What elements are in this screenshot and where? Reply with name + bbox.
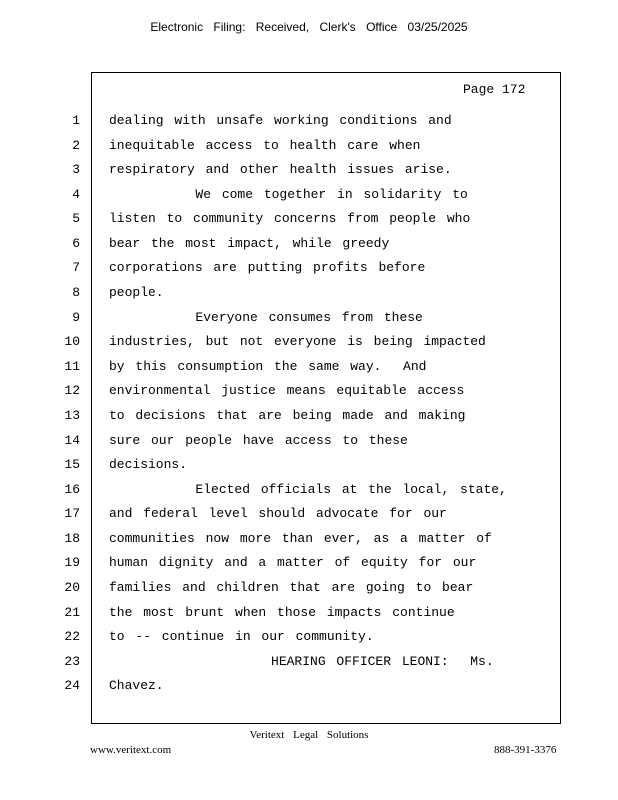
line-number: 23 (64, 654, 80, 669)
line-number: 21 (64, 605, 80, 620)
line-number: 4 (72, 187, 80, 202)
filing-stamp-header: Electronic Filing: Received, Clerk's Office 03/25/2025 (150, 20, 468, 34)
line-number: 22 (64, 629, 80, 644)
footer-website: www.veritext.com (90, 744, 172, 756)
line-number: 14 (64, 433, 80, 448)
line-text: inequitable access to health care when (109, 138, 421, 153)
line-number: 10 (64, 334, 80, 349)
transcript-line (0, 433, 618, 457)
line-number: 7 (72, 260, 80, 275)
line-text: dealing with unsafe working conditions and (109, 113, 452, 128)
line-text: Everyone consumes from these (109, 310, 423, 325)
line-text: the most brunt when those impacts continue (109, 605, 455, 620)
line-number: 16 (64, 482, 80, 497)
transcript-line (0, 359, 618, 383)
line-text: and federal level should advocate for our (109, 506, 447, 521)
transcript-line (0, 113, 618, 137)
transcript-line (0, 187, 618, 211)
transcript-line (0, 629, 618, 653)
line-text: industries, but not everyone is being impacted (109, 334, 486, 349)
line-text: bear the most impact, while greedy (109, 236, 390, 251)
line-number: 12 (64, 383, 80, 398)
line-text: human dignity and a matter of equity for our (109, 555, 477, 570)
line-text: communities now more than ever, as a matter of (109, 531, 492, 546)
line-text: environmental justice means equitable access (109, 383, 465, 398)
transcript-line (0, 531, 618, 555)
line-text: by this consumption the same way. And (109, 359, 427, 374)
transcript-line (0, 506, 618, 530)
line-number: 24 (64, 678, 80, 693)
footer-phone: 888-391-3376 (494, 744, 557, 756)
transcript-line (0, 260, 618, 284)
line-number: 9 (72, 310, 80, 325)
transcript-line (0, 555, 618, 579)
line-text: to decisions that are being made and making (109, 408, 466, 423)
line-number: 3 (72, 162, 80, 177)
line-text: corporations are putting profits before (109, 260, 426, 275)
line-number: 20 (64, 580, 80, 595)
line-number: 18 (64, 531, 80, 546)
line-text: listen to community concerns from people who (109, 211, 471, 226)
line-number: 2 (72, 138, 80, 153)
line-text: Elected officials at the local, state, (109, 482, 507, 497)
transcript-line (0, 383, 618, 407)
transcript-line (0, 654, 618, 678)
footer-company: Veritext Legal Solutions (249, 729, 369, 741)
line-text: We come together in solidarity to (109, 187, 468, 202)
transcript-line (0, 482, 618, 506)
line-text: HEARING OFFICER LEONI: Ms. (109, 654, 494, 669)
line-number: 15 (64, 457, 80, 472)
transcript-line (0, 678, 618, 702)
transcript-line (0, 310, 618, 334)
line-number: 5 (72, 211, 80, 226)
line-number: 19 (64, 555, 80, 570)
line-text: decisions. (109, 457, 188, 472)
line-number: 6 (72, 236, 80, 251)
line-number: 1 (72, 113, 80, 128)
line-text: to -- continue in our community. (109, 629, 374, 644)
transcript-line (0, 605, 618, 629)
transcript-line (0, 285, 618, 309)
line-text: people. (109, 285, 164, 300)
transcript-line (0, 162, 618, 186)
transcript-line (0, 334, 618, 358)
transcript-line (0, 138, 618, 162)
line-number: 8 (72, 285, 80, 300)
transcript-line (0, 236, 618, 260)
line-text: respiratory and other health issues arise. (109, 162, 452, 177)
transcript-line (0, 211, 618, 235)
transcript-line (0, 580, 618, 604)
transcript-line (0, 408, 618, 432)
page-number: Page 172 (463, 82, 526, 97)
line-number: 17 (64, 506, 80, 521)
line-text: families and children that are going to bear (109, 580, 474, 595)
line-number: 13 (64, 408, 80, 423)
transcript-line (0, 457, 618, 481)
line-number: 11 (64, 359, 80, 374)
line-text: Chavez. (109, 678, 164, 693)
line-text: sure our people have access to these (109, 433, 408, 448)
